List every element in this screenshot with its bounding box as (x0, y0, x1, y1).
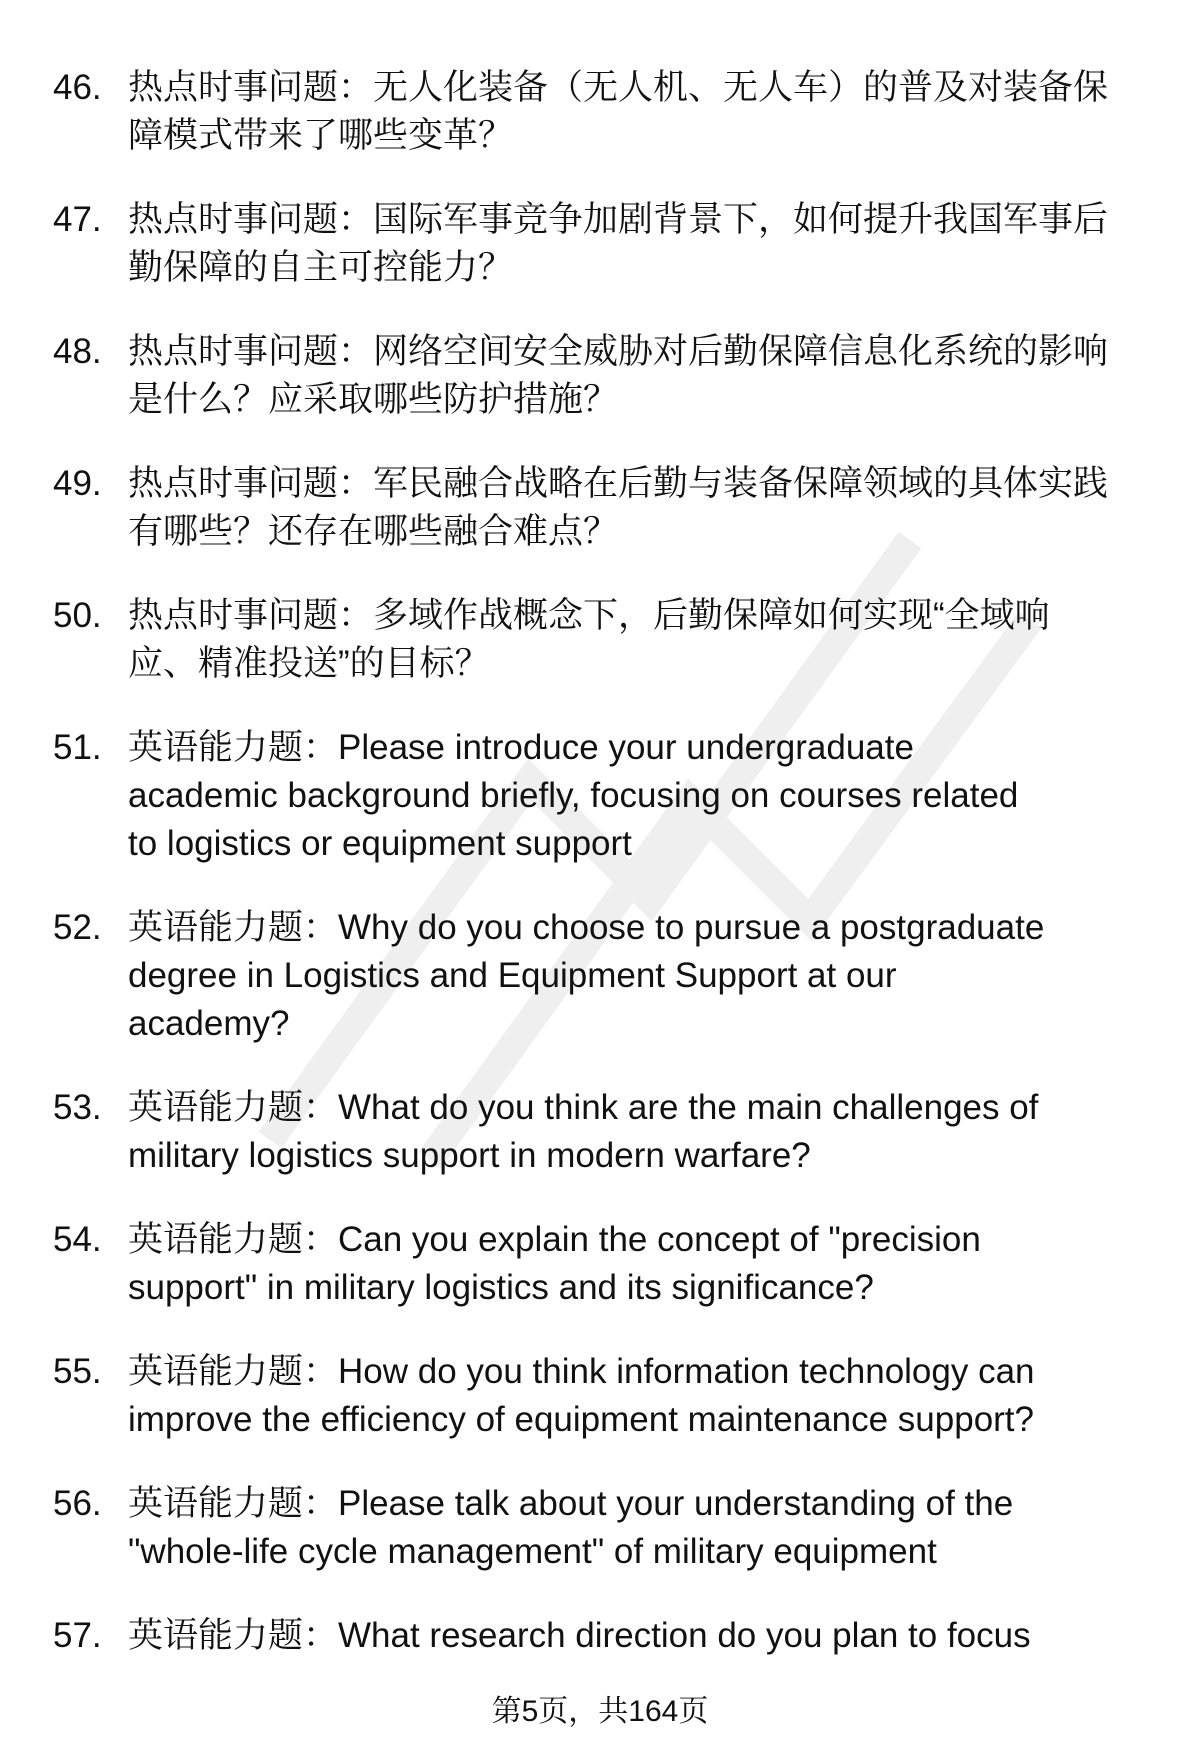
page-footer: 第5页，共164页 (491, 1695, 709, 1728)
question-text (128, 460, 1200, 556)
question-item (0, 196, 1200, 292)
question-item (0, 328, 1200, 424)
question-text-line: to logistics or equipment support (128, 824, 632, 863)
question-text (128, 196, 1200, 292)
question-number: 47. (53, 200, 102, 239)
question-text-line: 英语能力题：How do you think information technology can (128, 1352, 1035, 1391)
question-text-line: academic background briefly, focusing on courses related (128, 776, 1019, 815)
question-text-line: 热点时事问题：多域作战概念下，后勤保障如何实现“全域响 (128, 596, 1050, 635)
question-text-line: 热点时事问题：国际军事竞争加剧背景下，如何提升我国军事后 (128, 200, 1109, 239)
question-number: 48. (53, 332, 102, 371)
question-text-line: improve the efficiency of equipment maintenance support? (128, 1400, 1035, 1439)
question-text-line: 是什么？应采取哪些防护措施？ (128, 380, 619, 419)
question-text (128, 592, 1200, 688)
question-text-line: 热点时事问题：军民融合战略在后勤与装备保障领域的具体实践 (128, 464, 1109, 503)
question-text (128, 64, 1200, 160)
question-text-line: support" in military logistics and its significance? (128, 1268, 874, 1307)
question-text-line: 热点时事问题：无人化装备（无人机、无人车）的普及对装备保 (128, 68, 1109, 107)
question-text-line: 英语能力题：Please talk about your understanding of the (128, 1484, 1014, 1523)
question-number: 46. (53, 68, 102, 107)
question-text (128, 1348, 1200, 1444)
question-text (128, 328, 1200, 424)
question-text-line: 英语能力题：Why do you choose to pursue a postgraduate (128, 908, 1045, 947)
question-text-line: 英语能力题：What research direction do you plan to focus (128, 1616, 1031, 1655)
question-text-line: military logistics support in modern warfare? (128, 1136, 811, 1175)
question-item (0, 1348, 1200, 1444)
question-item (0, 64, 1200, 160)
question-item (0, 1480, 1200, 1576)
question-text (128, 1084, 1200, 1180)
question-text-line: 障模式带来了哪些变革？ (128, 116, 514, 155)
question-text-line: degree in Logistics and Equipment Support at our (128, 956, 897, 995)
question-text-line: 有哪些？还存在哪些融合难点？ (128, 512, 619, 551)
question-text-line: 应、精准投送”的目标？ (128, 644, 490, 683)
question-item (0, 1612, 1200, 1660)
question-text-line: 勤保障的自主可控能力？ (128, 248, 514, 287)
question-number: 55. (53, 1352, 102, 1391)
question-number: 54. (53, 1220, 102, 1259)
question-number: 53. (53, 1088, 102, 1127)
question-number: 49. (53, 464, 102, 503)
question-text (128, 1480, 1200, 1576)
question-text-line: academy? (128, 1004, 290, 1043)
question-item (0, 592, 1200, 688)
question-text-line: 热点时事问题：网络空间安全威胁对后勤保障信息化系统的影响 (128, 332, 1109, 371)
question-text (128, 1612, 1200, 1660)
question-text-line: 英语能力题：Please introduce your undergraduate (128, 728, 914, 767)
question-text (128, 1216, 1200, 1312)
question-text-line: 英语能力题：Can you explain the concept of "precision (128, 1220, 981, 1259)
question-number: 51. (53, 728, 102, 767)
question-number: 57. (53, 1616, 102, 1655)
question-item (0, 904, 1200, 1048)
question-item (0, 460, 1200, 556)
question-list (0, 64, 1200, 1696)
question-item (0, 724, 1200, 868)
question-item (0, 1084, 1200, 1180)
question-text-line: 英语能力题：What do you think are the main challenges of (128, 1088, 1039, 1127)
question-text (128, 724, 1200, 868)
question-number: 50. (53, 596, 102, 635)
question-text (128, 904, 1200, 1048)
question-number: 56. (53, 1484, 102, 1523)
question-item (0, 1216, 1200, 1312)
question-text-line: "whole-life cycle management" of military equipment (128, 1532, 937, 1571)
question-number: 52. (53, 908, 102, 947)
